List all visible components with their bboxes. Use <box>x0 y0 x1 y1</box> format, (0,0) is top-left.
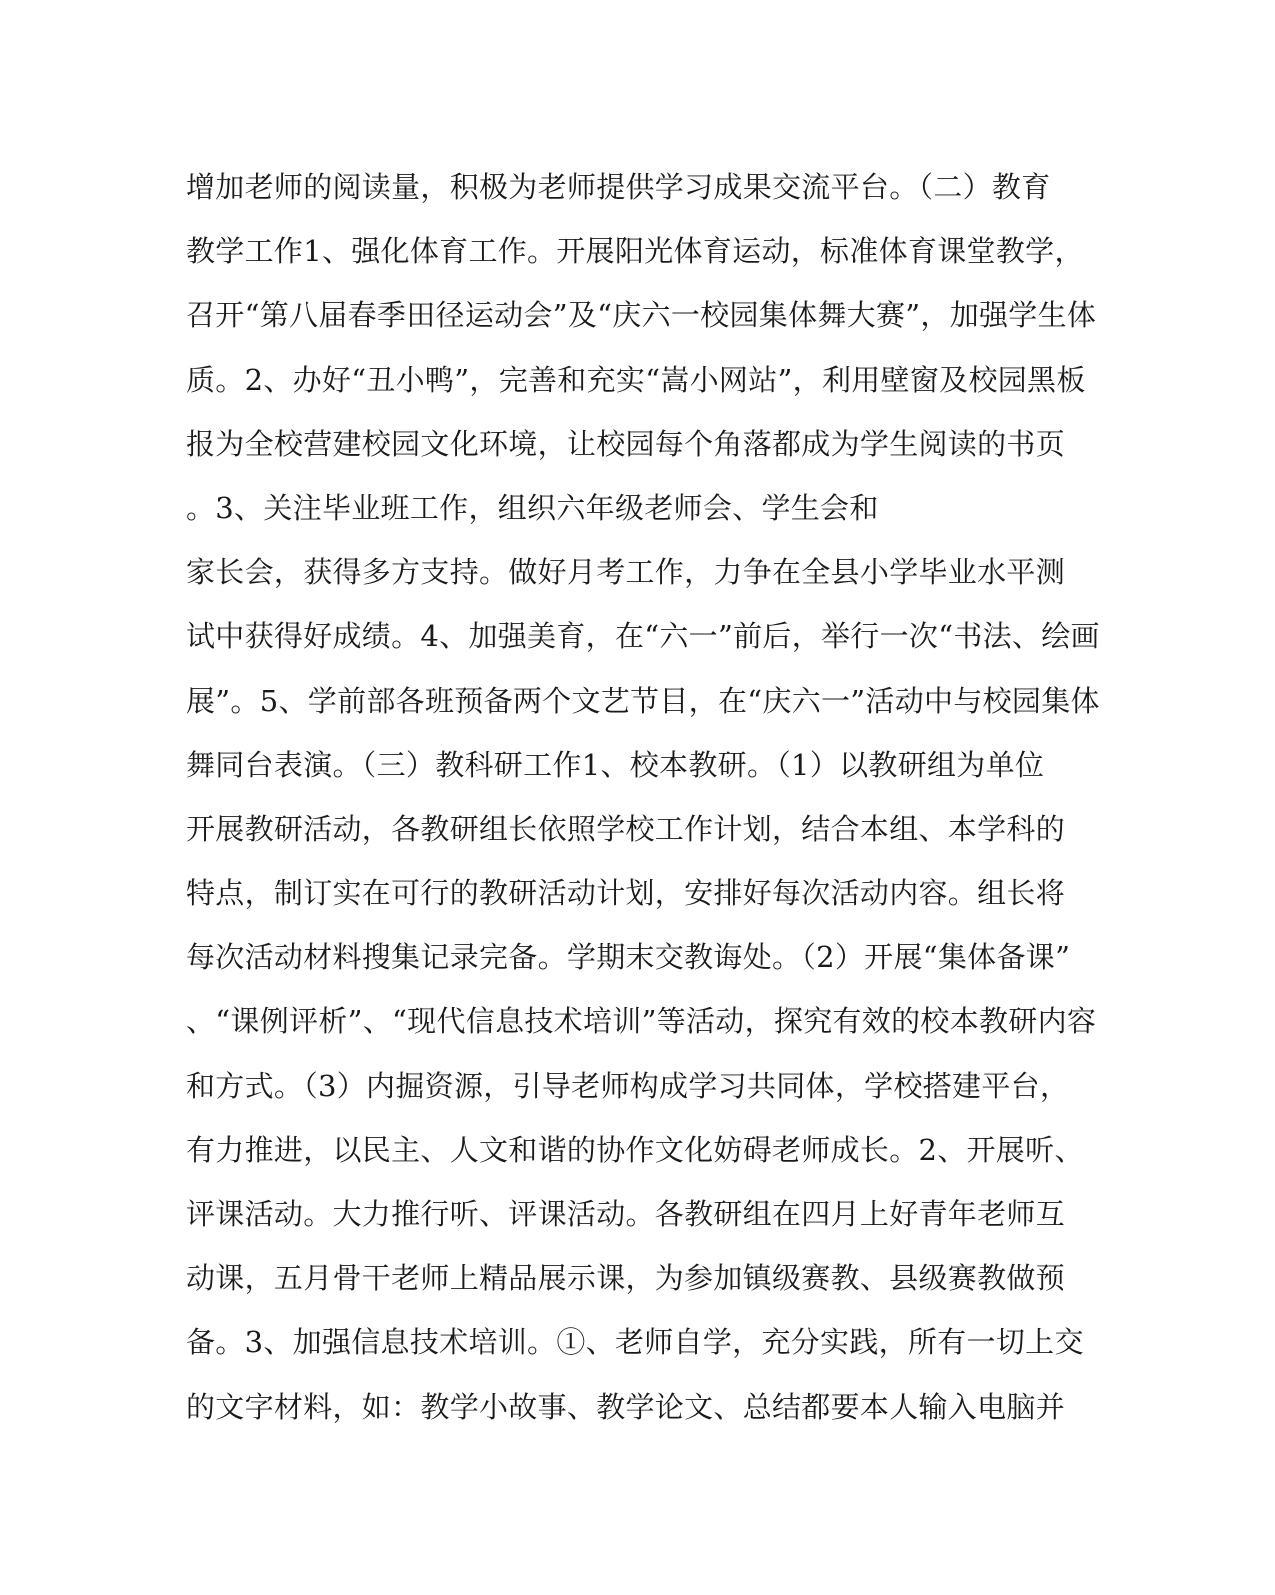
text-line: 动课，五月骨干老师上精品展示课，为参加镇级赛教、县级赛教做预 <box>186 1261 1066 1296</box>
text-line: 每次活动材料搜集记录完备。学期末交教诲处。（2）开展“集体备课” <box>186 940 1071 975</box>
text-line: 增加老师的阅读量，积极为老师提供学习成果交流平台。（二）教育 <box>186 170 1051 204</box>
text-line: 特点，制订实在可行的教研活动计划，安排好每次活动内容。组长将 <box>186 876 1066 911</box>
text-line: 试中获得好成绩。4、加强美育，在“六一”前后，举行一次“书法、绘画 <box>186 619 1100 654</box>
text-line: 质。2、办好“丑小鸭”，完善和充实“嵩小网站”，利用壁窗及校园黑板 <box>186 362 1086 397</box>
text-line: 召开“第八届春季田径运动会”及“庆六一校园集体舞大赛”，加强学生体 <box>186 298 1097 333</box>
text-line: 和方式。（3）内掘资源，引导老师构成学习共同体，学校搭建平台， <box>186 1068 1070 1103</box>
text-line: 开展教研活动，各教研组长依照学校工作计划，结合本组、本学科的 <box>186 811 1066 846</box>
text-line: 展”。5、学前部各班预备两个文艺节目，在“庆六一”活动中与校园集体 <box>186 683 1100 718</box>
text-line: 的文字材料，如：教学小故事、教学论文、总结都要本人输入电脑并 <box>186 1389 1066 1424</box>
text-line: 报为全校营建校园文化环境，让校园每个角落都成为学生阅读的书页 <box>186 426 1066 461</box>
text-line: 、“课例评析”、“现代信息技术培训”等活动，探究有效的校本教研内容 <box>186 1004 1097 1039</box>
body-text <box>186 155 1100 1439</box>
text-line: 舞同台表演。（三）教科研工作1、校本教研。（1）以教研组为单位 <box>186 747 1045 782</box>
text-line: 备。3、加强信息技术培训。①、老师自学，充分实践，所有一切上交 <box>186 1325 1084 1360</box>
text-line: 教学工作1、强化体育工作。开展阳光体育运动，标准体育课堂教学， <box>186 234 1084 269</box>
text-line: 评课活动。大力推行听、评课活动。各教研组在四月上好青年老师互 <box>186 1197 1066 1231</box>
text-line: 。3、关注毕业班工作，组织六年级老师会、学生会和 <box>186 490 879 525</box>
text-line: 有力推进，以民主、人文和谐的协作文化妨碍老师成长。2、开展听、 <box>186 1132 1084 1167</box>
text-line: 家长会，获得多方支持。做好月考工作，力争在全县小学毕业水平测 <box>186 555 1066 590</box>
